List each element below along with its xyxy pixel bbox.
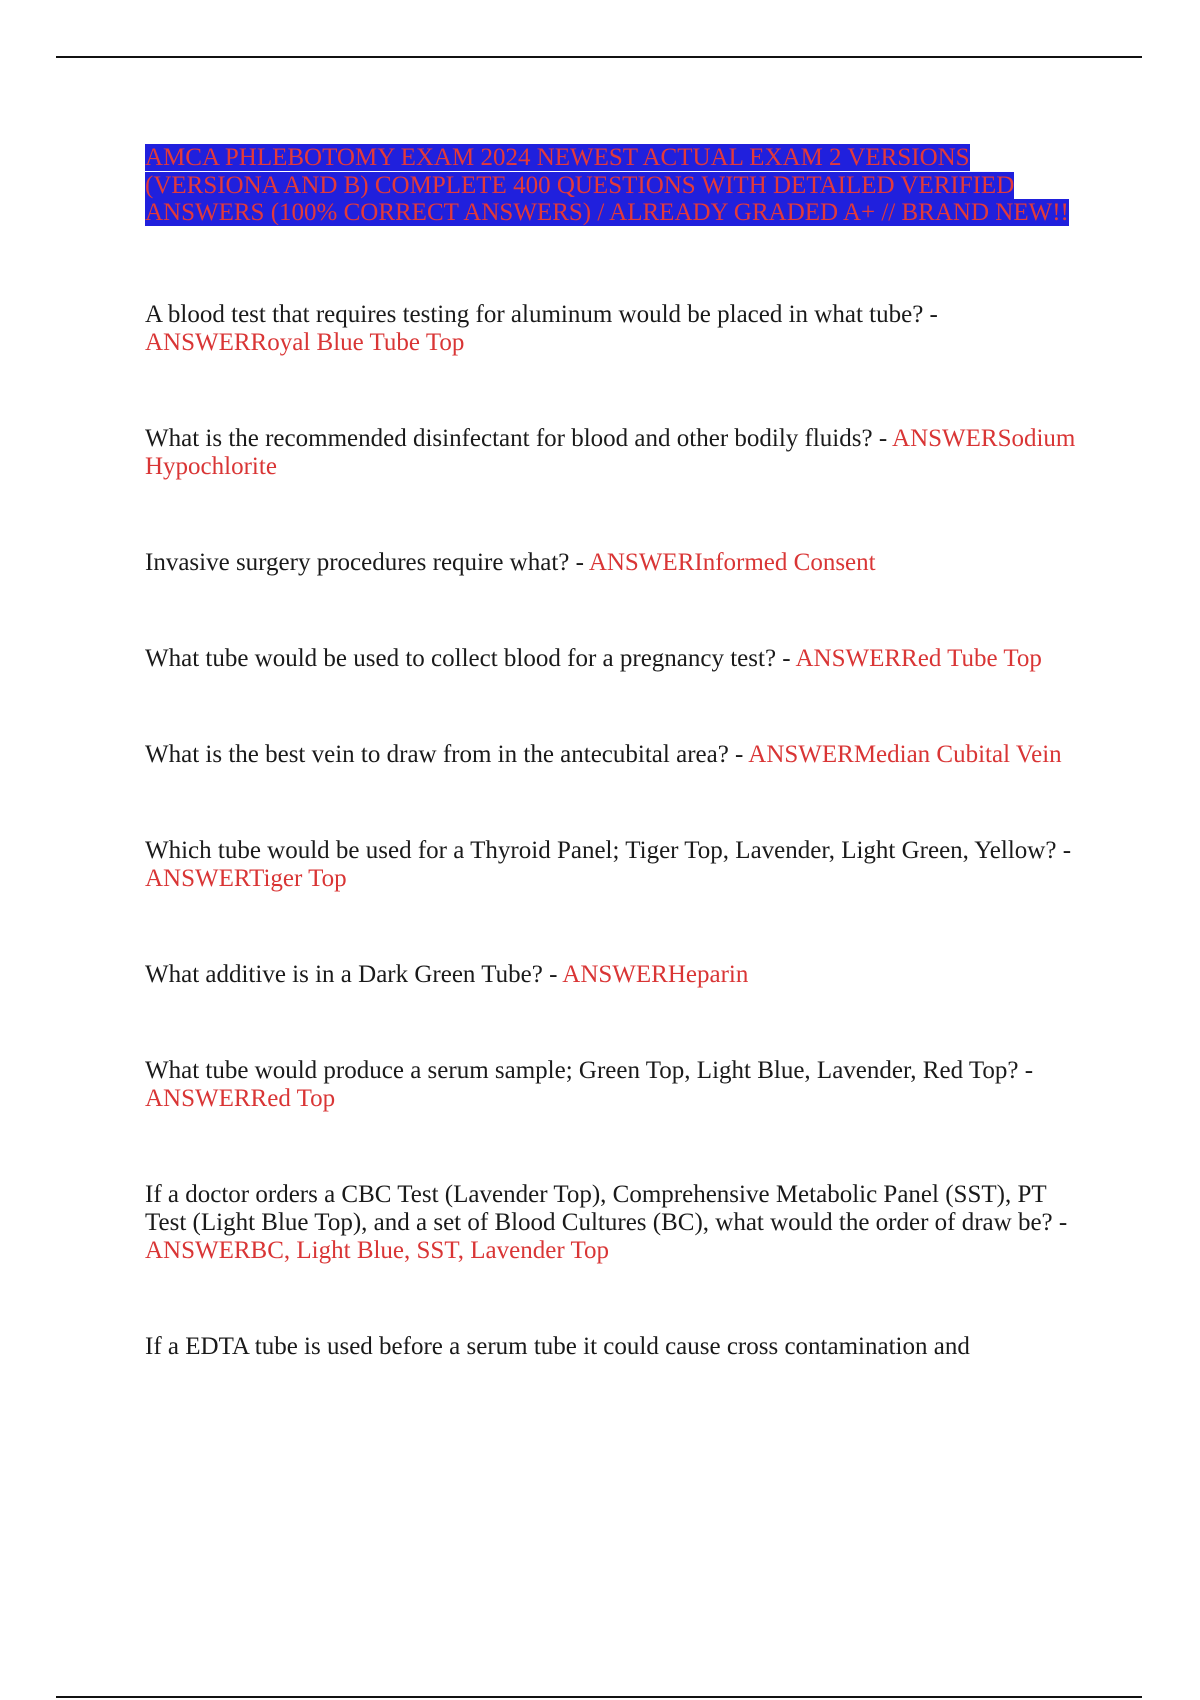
answer-text: ANSWERHeparin xyxy=(562,960,749,988)
qa-item xyxy=(145,549,1090,577)
document-title-text: AMCA PHLEBOTOMY EXAM 2024 NEWEST ACTUAL EXAM 2 VERSIONS (VERSIONA AND B) COMPLETE 400 QUESTIONS WITH DETAILED VERIFIED ANSWERS (100% CORRECT ANSWERS) / ALREADY GRADED A+ // BRAND NEW!! xyxy=(145,144,1069,226)
qa-item xyxy=(145,1181,1090,1265)
answer-text: ANSWERRed Top xyxy=(145,1084,336,1112)
qa-item xyxy=(145,1333,1090,1361)
page-top-rule xyxy=(56,56,1142,58)
question-text: Which tube would be used for a Thyroid Panel; Tiger Top, Lavender, Light Green, Yellow? - xyxy=(145,836,1072,864)
document-body xyxy=(145,144,1090,1361)
answer-text: ANSWERRed Tube Top xyxy=(795,644,1042,672)
qa-item xyxy=(145,301,1090,357)
question-text: A blood test that requires testing for aluminum would be placed in what tube? - xyxy=(145,300,938,328)
answer-text: ANSWERBC, Light Blue, SST, Lavender Top xyxy=(145,1236,609,1264)
answer-text: ANSWERSodium Hypochlorite xyxy=(145,424,1076,480)
qa-item xyxy=(145,741,1090,769)
question-text: What tube would be used to collect blood for a pregnancy test? - xyxy=(145,644,791,672)
document-title xyxy=(145,144,1090,227)
answer-text: ANSWERInformed Consent xyxy=(588,548,876,576)
answer-text: ANSWERRoyal Blue Tube Top xyxy=(145,328,465,356)
question-text: What is the best vein to draw from in the antecubital area? - xyxy=(145,740,744,768)
qa-item xyxy=(145,645,1090,673)
qa-item xyxy=(145,425,1090,481)
question-text: Invasive surgery procedures require what? - xyxy=(145,548,584,576)
question-text: What additive is in a Dark Green Tube? - xyxy=(145,960,558,988)
answer-text: ANSWERTiger Top xyxy=(145,864,347,892)
question-text: If a EDTA tube is used before a serum tube it could cause cross contamination and xyxy=(145,1332,970,1360)
question-text: If a doctor orders a CBC Test (Lavender Top), Comprehensive Metabolic Panel (SST), PT Test (Light Blue Top), and a set of Blood Cultures (BC), what would the order of draw be? - xyxy=(145,1180,1068,1236)
question-text: What tube would produce a serum sample; Green Top, Light Blue, Lavender, Red Top? - xyxy=(145,1056,1034,1084)
answer-text: ANSWERMedian Cubital Vein xyxy=(748,740,1062,768)
page-bottom-rule xyxy=(56,1696,1142,1698)
question-text: What is the recommended disinfectant for blood and other bodily fluids? - xyxy=(145,424,888,452)
qa-item xyxy=(145,1057,1090,1113)
qa-item xyxy=(145,837,1090,893)
qa-item xyxy=(145,961,1090,989)
